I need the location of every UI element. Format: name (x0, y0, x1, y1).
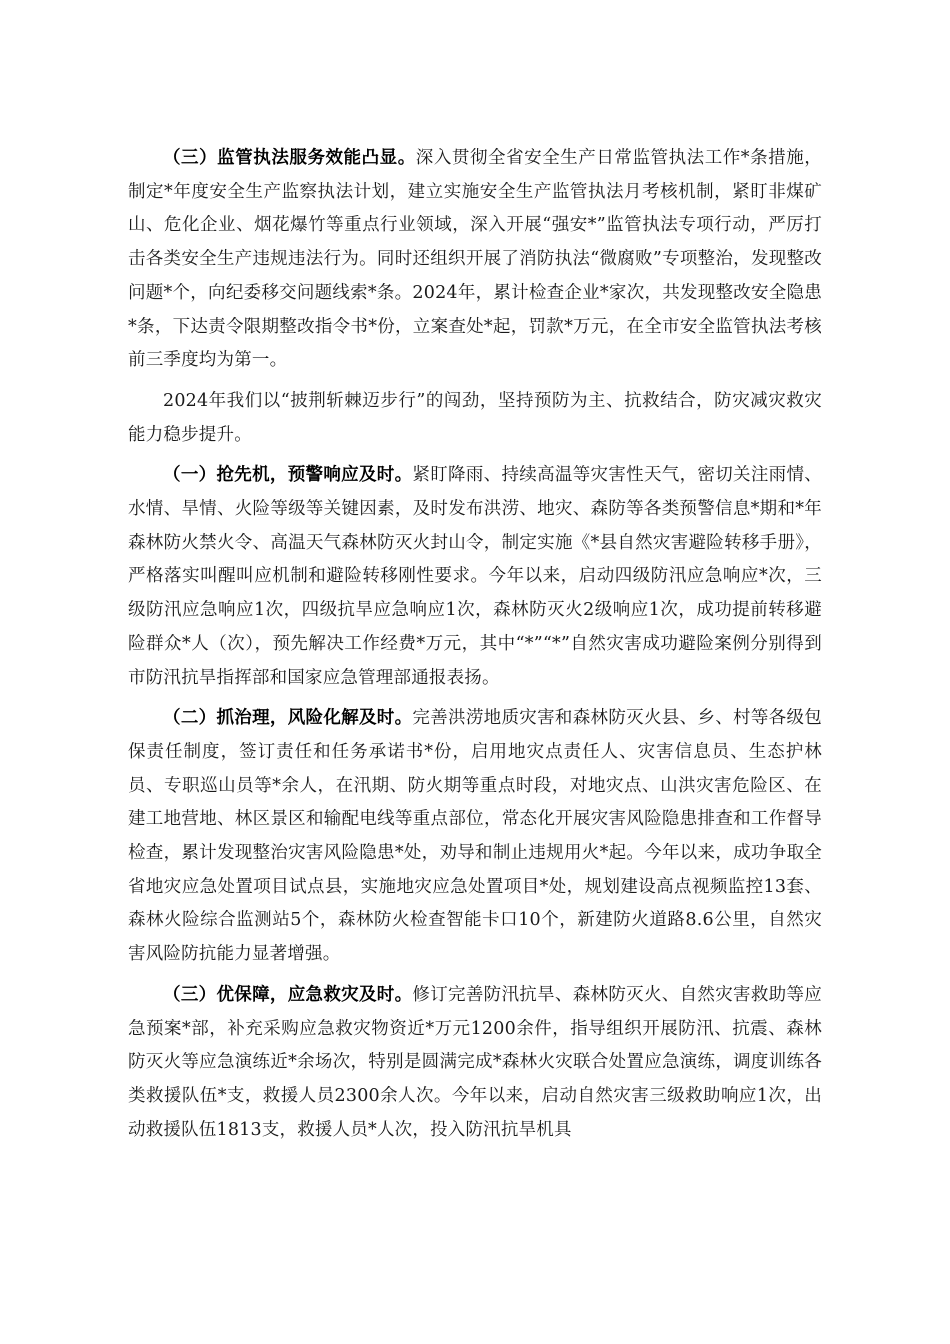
paragraph-early-warning (128, 459, 822, 695)
paragraph-text: 修订完善防汛抗旱、森林防灭火、自然灾害救助等应急预案*部，补充采购应急救灾物资近*万元1200余件，指导组织开展防汛、抗震、森林防灭火等应急演练近*余场次，特别是圆满完成*森林火灾联合处置应急演练，调度训练各类救援队伍*支，救援人员2300余人次。今年以来，启动自然灾害三级救助响应1次，出动救援队伍1813支，救援人员*人次，投入防汛抗旱机具 (128, 984, 822, 1140)
paragraph-heading: （三）优保障，应急救灾及时。 (163, 984, 413, 1005)
paragraph-text: 紧盯降雨、持续高温等灾害性天气，密切关注雨情、水情、旱情、火险等级等关键因素，及时发布洪涝、地灾、森防等各类预警信息*期和*年森林防火禁火令、高温天气森林防灭火封山令，制定实施《*县自然灾害避险转移手册》，严格落实叫醒叫应机制和避险转移刚性要求。今年以来，启动四级防汛应急响应*次，三级防汛应急响应1次，四级抗旱应急响应1次，森林防灭火2级响应1次，成功提前转移避险群众*人（次），预先解决工作经费*万元，其中“*”“*”自然灾害成功避险案例分别得到市防汛抗旱指挥部和国家应急管理部通报表扬。 (128, 465, 822, 688)
paragraph-text: 完善洪涝地质灾害和森林防灭火县、乡、村等各级包保责任制度，签订责任和任务承诺书*份，启用地灾点责任人、灾害信息员、生态护林员、专职巡山员等*余人，在汛期、防火期等重点时段，对地灾点、山洪灾害危险区、在建工地营地、林区景区和输配电线等重点部位，常态化开展灾害风险隐患排查和工作督导检查，累计发现整治灾害风险隐患*处，劝导和制止违规用火*起。今年以来，成功争取全省地灾应急处置项目试点县，实施地灾应急处置项目*处，规划建设高点视频监控13套、森林火险综合监测站5个，森林防火检查智能卡口10个，新建防火道路8.6公里，自然灾害风险防抗能力显著增强。 (128, 708, 822, 965)
paragraph-text: 深入贯彻全省安全生产日常监管执法工作*条措施，制定*年度安全生产监察执法计划，建立实施安全生产监管执法月考核机制，紧盯非煤矿山、危化企业、烟花爆竹等重点行业领域，深入开展“强安*”监管执法专项行动，严厉打击各类安全生产违规违法行为。同时还组织开展了消防执法“微腐败”专项整治，发现整改问题*个，向纪委移交问题线索*条。2024年，累计检查企业*家次，共发现整改安全隐患*条，下达责令限期整改指令书*份，立案查处*起，罚款*万元，在全市安全监管执法考核前三季度均为第一。 (128, 148, 822, 371)
paragraph-heading: （一）抢先机，预警响应及时。 (163, 465, 413, 486)
paragraph-risk-governance (128, 702, 822, 972)
paragraph-text: 2024年我们以“披荆斩棘迈步行”的闯劲，坚持预防为主、抗救结合，防灾减灾救灾能力稳步提升。 (128, 390, 822, 445)
paragraph-supervision-enforcement (128, 142, 822, 378)
paragraph-heading: （二）抓治理，风险化解及时。 (163, 708, 413, 729)
paragraph-intro-disaster-prevention (128, 385, 822, 452)
paragraph-emergency-support (128, 979, 822, 1148)
paragraph-heading: （三）监管执法服务效能凸显。 (163, 148, 416, 168)
document-body (128, 142, 822, 1154)
